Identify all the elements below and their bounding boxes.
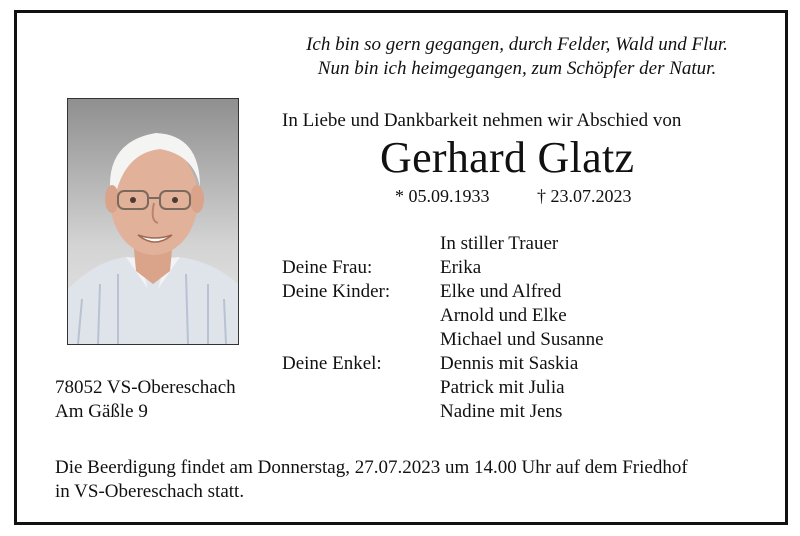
birth-date: * 05.09.1933 <box>395 186 490 206</box>
name-child-1: Elke und Alfred <box>440 281 562 302</box>
address-line-2: Am Gäßle 9 <box>55 401 148 422</box>
name-wife: Erika <box>440 257 482 278</box>
death-date: † 23.07.2023 <box>537 186 632 206</box>
name-grandchild-2: Patrick mit Julia <box>440 377 565 398</box>
name-child-2: Arnold und Elke <box>440 305 567 326</box>
funeral-line-2: in VS-Obereschach statt. <box>55 481 245 502</box>
name-child-3: Michael und Susanne <box>440 329 604 350</box>
intro-text: In Liebe und Dankbarkeit nehmen wir Abschied von <box>282 110 682 131</box>
poem-line-1: Ich bin so gern gegangen, durch Felder, Wald und Flur. <box>306 34 728 55</box>
funeral-line-1: Die Beerdigung findet am Donnerstag, 27.07.2023 um 14.00 Uhr auf dem Friedhof <box>55 457 688 478</box>
mourners-heading: In stiller Trauer <box>440 233 559 254</box>
poem-line-2: Nun bin ich heimgegangen, zum Schöpfer der Natur. <box>317 58 717 79</box>
label-wife: Deine Frau: <box>282 257 373 278</box>
deceased-name: Gerhard Glatz <box>380 133 635 182</box>
portrait-photo <box>67 98 239 345</box>
address-line-1: 78052 VS-Obereschach <box>55 377 236 398</box>
label-grandchildren: Deine Enkel: <box>282 353 382 374</box>
label-children: Deine Kinder: <box>282 281 391 302</box>
portrait-image <box>68 99 238 344</box>
name-grandchild-1: Dennis mit Saskia <box>440 353 579 374</box>
name-grandchild-3: Nadine mit Jens <box>440 401 563 422</box>
